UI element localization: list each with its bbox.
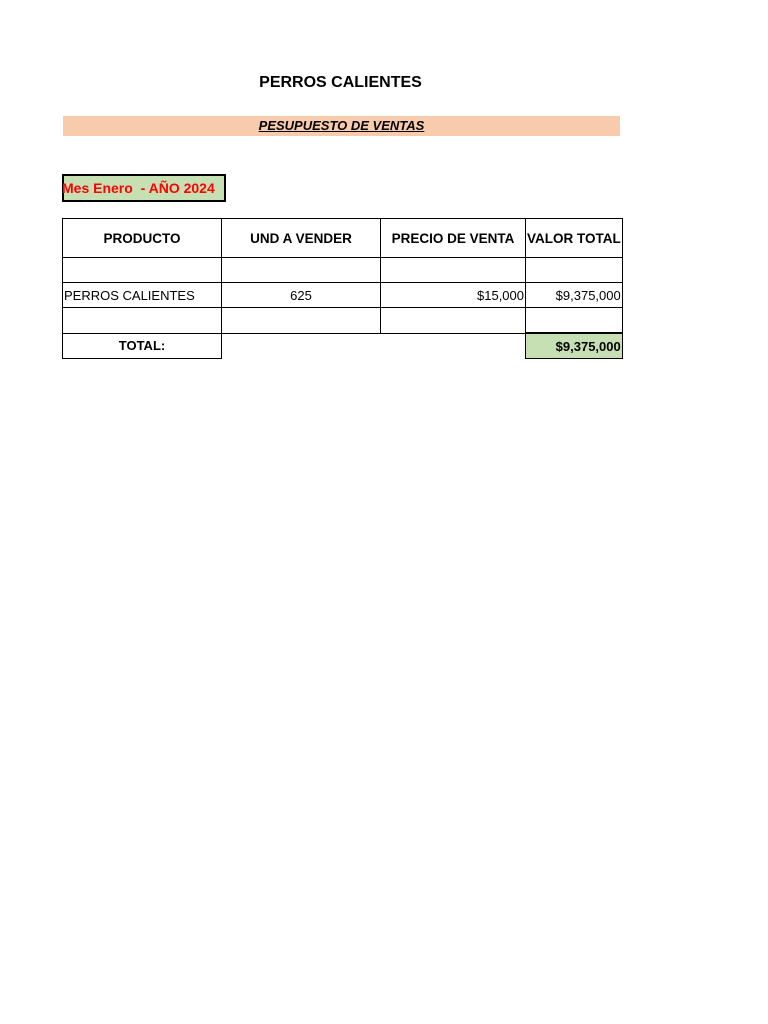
sales-budget-table (62, 218, 623, 359)
column-header-precio-de-venta: PRECIO DE VENTA (381, 219, 526, 258)
table-cell (63, 258, 222, 283)
grand-total-cell: $9,375,000 (526, 333, 623, 359)
table-header-row (63, 219, 623, 258)
price-cell: $15,000 (381, 283, 526, 308)
table-cell (63, 308, 222, 334)
units-cell: 625 (222, 283, 381, 308)
total-spacer (222, 333, 381, 359)
total-row (63, 333, 623, 359)
document-title: PERROS CALIENTES (259, 74, 422, 91)
table-row (63, 283, 623, 308)
table-cell (381, 308, 526, 334)
period-label: Mes Enero - AÑO 2024 (62, 180, 215, 196)
product-name-cell: PERROS CALIENTES (63, 283, 222, 308)
table-cell (222, 258, 381, 283)
table-cell (526, 308, 623, 334)
table-row (63, 258, 623, 283)
table-cell (381, 258, 526, 283)
period-label-box (62, 174, 226, 202)
row-total-cell: $9,375,000 (526, 283, 623, 308)
total-spacer (381, 333, 526, 359)
table-cell (526, 258, 623, 283)
total-label: TOTAL: (63, 333, 222, 359)
table-cell (222, 308, 381, 334)
table-row (63, 308, 623, 334)
column-header-valor-total: VALOR TOTAL (526, 219, 623, 258)
document-subtitle: PESUPUESTO DE VENTAS (63, 116, 620, 136)
column-header-producto: PRODUCTO (63, 219, 222, 258)
column-header-und-a-vender: UND A VENDER (222, 219, 381, 258)
